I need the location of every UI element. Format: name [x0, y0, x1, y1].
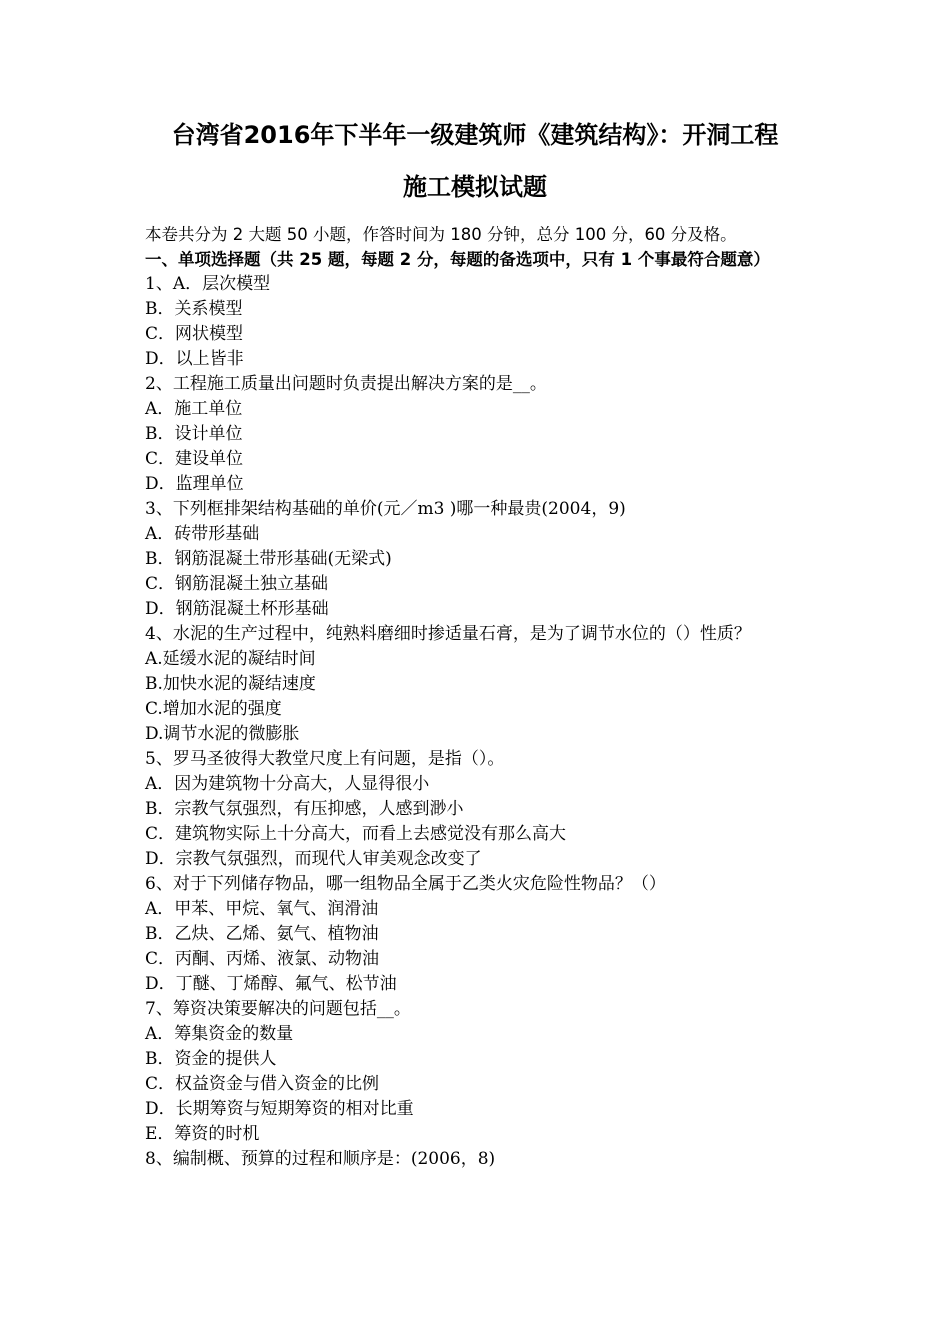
- answer-option: B．资金的提供人: [145, 1049, 277, 1069]
- answer-option: C．建筑物实际上十分高大，而看上去感觉没有那么高大: [145, 824, 567, 844]
- answer-option: C．丙酮、丙烯、液氯、动物油: [145, 949, 380, 969]
- document-title-line-2: 施工模拟试题: [403, 173, 547, 201]
- question-stem: 8、编制概、预算的过程和顺序是：(2006，8): [145, 1149, 496, 1169]
- answer-option: D．丁醚、丁烯醇、氟气、松节油: [145, 974, 397, 994]
- question-stem: 5、罗马圣彼得大教堂尺度上有问题，是指（）。: [145, 749, 505, 769]
- answer-option: A．筹集资金的数量: [145, 1024, 294, 1044]
- question-item: [145, 622, 815, 747]
- question-stem: 3、下列框排架结构基础的单价(元／m3 )哪一种最贵(2004，9): [145, 499, 626, 519]
- answer-option: D.调节水泥的微膨胀: [145, 724, 300, 744]
- answer-option: A.延缓水泥的凝结时间: [145, 649, 316, 669]
- answer-option: A．施工单位: [145, 399, 243, 419]
- question-item: [145, 1147, 815, 1172]
- answer-option: A．甲苯、甲烷、氧气、润滑油: [145, 899, 379, 919]
- section-header: 一、单项选择题（共 25 题，每题 2 分，每题的备选项中，只有 1 个事最符合题意）: [145, 250, 770, 269]
- question-list: [145, 272, 815, 1172]
- question-stem: 1、A．层次模型: [145, 274, 271, 294]
- answer-option: D．宗教气氛强烈，而现代人审美观念改变了: [145, 849, 482, 869]
- question-item: [145, 372, 815, 497]
- answer-option: B．钢筋混凝土带形基础(无梁式): [145, 549, 392, 569]
- answer-option: B．乙炔、乙烯、氨气、植物油: [145, 924, 379, 944]
- answer-option: C．权益资金与借入资金的比例: [145, 1074, 380, 1094]
- answer-option: D．监理单位: [145, 474, 244, 494]
- document-title-line-1: 台湾省2016年下半年一级建筑师《建筑结构》：开洞工程: [171, 121, 779, 149]
- question-stem: 7、筹资决策要解决的问题包括__。: [145, 999, 411, 1019]
- answer-option: D．钢筋混凝土杯形基础: [145, 599, 329, 619]
- question-item: [145, 272, 815, 372]
- question-stem: 6、对于下列储存物品，哪一组物品全属于乙类火灾危险性物品？（）: [145, 874, 666, 894]
- answer-option: B.加快水泥的凝结速度: [145, 674, 316, 694]
- answer-option: D．以上皆非: [145, 349, 244, 369]
- answer-option: A．砖带形基础: [145, 524, 260, 544]
- answer-option: B．关系模型: [145, 299, 243, 319]
- answer-option: A．因为建筑物十分高大，人显得很小: [145, 774, 430, 794]
- answer-option: C．建设单位: [145, 449, 244, 469]
- answer-option: B．设计单位: [145, 424, 243, 444]
- answer-option: D．长期筹资与短期筹资的相对比重: [145, 1099, 414, 1119]
- answer-option: E．筹资的时机: [145, 1124, 260, 1144]
- question-stem: 4、水泥的生产过程中，纯熟料磨细时掺适量石膏，是为了调节水位的（）性质？: [145, 624, 751, 644]
- question-item: [145, 747, 815, 872]
- document-body: [145, 222, 815, 1172]
- answer-option: B．宗教气氛强烈，有压抑感，人感到渺小: [145, 799, 464, 819]
- exam-intro: 本卷共分为 2 大题 50 小题，作答时间为 180 分钟，总分 100 分，60 分及格。: [145, 225, 737, 244]
- question-item: [145, 872, 815, 997]
- answer-option: C．网状模型: [145, 324, 244, 344]
- question-stem: 2、工程施工质量出问题时负责提出解决方案的是__。: [145, 374, 547, 394]
- answer-option: C．钢筋混凝土独立基础: [145, 574, 329, 594]
- answer-option: C.增加水泥的强度: [145, 699, 282, 719]
- question-item: [145, 997, 815, 1147]
- question-item: [145, 497, 815, 622]
